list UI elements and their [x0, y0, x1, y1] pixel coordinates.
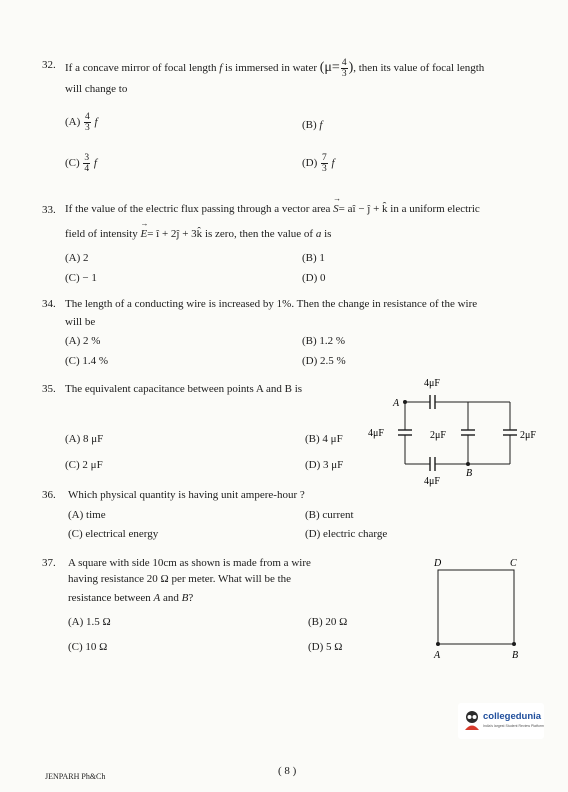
point-b-label: B [466, 468, 473, 479]
q37-number: 37. [42, 557, 56, 569]
q36-option-b[interactable]: (B) current [305, 509, 354, 521]
q35-option-b[interactable]: (B) 4 μF [305, 433, 343, 445]
mascot-icon [462, 709, 482, 731]
q32-stem-line2: will change to [65, 83, 128, 95]
q33-option-c[interactable]: (C) − 1 [65, 272, 97, 284]
capacitor-circuit-diagram [360, 372, 550, 490]
q32-option-a[interactable]: (A) $\frac{4}{3}$ f [65, 112, 98, 133]
q35-option-a[interactable]: (A) 8 μF [65, 433, 104, 445]
q34-line2: will be [65, 316, 96, 328]
square-wire-diagram [428, 556, 528, 662]
q34-option-a[interactable]: (A) 2 % [65, 335, 101, 347]
q33-line2: field of intensity → E= î + 2ĵ + 3k̂ is zero, then the value of a is [65, 228, 331, 240]
q36-option-c[interactable]: (C) electrical energy [68, 528, 159, 540]
q36-option-d[interactable]: (D) electric charge [305, 528, 388, 540]
q34-option-c[interactable]: (C) 1.4 % [65, 355, 109, 367]
q33-number: 33. [42, 204, 56, 216]
q32-mu-fraction: $\frac{4}{3}$ [341, 58, 347, 79]
brand-name: collegedunia [483, 711, 542, 722]
q32-option-d[interactable]: (D) $\frac{7}{3}$ f [302, 153, 335, 174]
corner-a-label: A [434, 650, 441, 661]
corner-b-dot [512, 642, 516, 646]
node-b-dot [466, 462, 470, 466]
q35-option-c[interactable]: (C) 2 μF [65, 459, 103, 471]
q36-option-a[interactable]: (A) time [68, 509, 106, 521]
q33-field-var: → E [140, 228, 147, 240]
corner-a-dot [436, 642, 440, 646]
bottom-capacitor-label: 4μF [424, 476, 440, 487]
middle-capacitor-label: 2μF [430, 430, 446, 441]
q34-line1: The length of a conducting wire is increased by 1%. Then the change in resistance of the wire [65, 298, 478, 310]
page-number: ( 8 ) [278, 765, 297, 777]
q32-stem-var: f [219, 62, 223, 75]
corner-c-label: C [510, 558, 517, 569]
q37-line1: A square with side 10cm as shown is made from a wire [68, 557, 311, 569]
q36-stem: Which physical quantity is having unit ampere-hour ? [68, 489, 305, 501]
q33-option-d[interactable]: (D) 0 [302, 272, 326, 284]
q33-area-var: → S [333, 203, 339, 215]
q37-option-d[interactable]: (D) 5 Ω [308, 641, 343, 653]
q37-line2: having resistance 20 Ω per meter. What will be the [68, 573, 292, 585]
q37-option-a[interactable]: (A) 1.5 Ω [68, 616, 111, 628]
q34-option-b[interactable]: (B) 1.2 % [302, 335, 346, 347]
q36-number: 36. [42, 489, 56, 501]
corner-b-label: B [512, 650, 519, 661]
q32-stem [65, 58, 484, 79]
footer-code: JENPARH Ph&Ch [45, 772, 106, 781]
q37-option-c[interactable]: (C) 10 Ω [68, 641, 108, 653]
q32-number: 32. [42, 59, 56, 71]
right-capacitor-label: 2μF [520, 430, 536, 441]
q34-number: 34. [42, 298, 56, 310]
q33-line1: If the value of the electric flux passing through a vector area → S= aî − ĵ + k̂ in a uniform electric [65, 203, 480, 215]
left-capacitor-label: 4μF [368, 428, 384, 439]
q32-mu-open: (μ= [319, 60, 340, 76]
q32-mu-close: ) [348, 60, 354, 76]
brand-tagline: India's largest Student Review Platform [483, 724, 544, 728]
node-a-dot [403, 400, 407, 404]
q35-stem: The equivalent capacitance between points A and B is [65, 383, 303, 395]
corner-d-label: D [434, 558, 442, 569]
q34-option-d[interactable]: (D) 2.5 % [302, 355, 346, 367]
q32-stem-part3: , then its value of focal length [353, 62, 485, 75]
point-a-label: A [393, 398, 400, 409]
q33-area-eq: = aî − ĵ + k̂ [338, 203, 388, 215]
q32-option-c[interactable]: (C) $\frac{3}{4}$ f [65, 153, 97, 174]
q32-stem-part2: is immersed in water [225, 62, 317, 75]
q35-number: 35. [42, 383, 56, 395]
q32-stem-part1: If a concave mirror of focal length [65, 62, 217, 75]
collegedunia-watermark [458, 703, 544, 739]
q37-line3: resistance between A and B? [68, 592, 194, 604]
q37-option-b[interactable]: (B) 20 Ω [308, 616, 348, 628]
q32-option-b[interactable]: (B) f [302, 119, 323, 131]
top-capacitor-label: 4μF [424, 378, 440, 389]
q35-option-d[interactable]: (D) 3 μF [305, 459, 344, 471]
q33-option-a[interactable]: (A) 2 [65, 252, 89, 264]
q33-field-eq: = î + 2ĵ + 3k̂ [147, 228, 203, 240]
q33-option-b[interactable]: (B) 1 [302, 252, 325, 264]
